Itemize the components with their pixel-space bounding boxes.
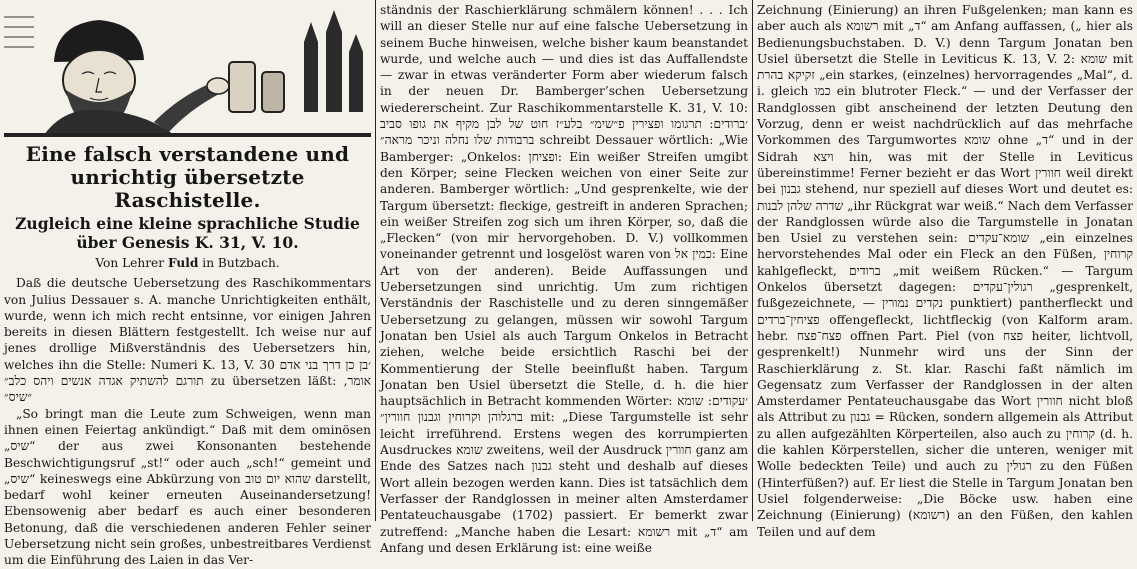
paragraph: Zeichnung (Einierung) an ihren Fußgelenken; man kann es aber auch als רשומא mit „ד“ am Anfang auffassen, („ hier als Bedienungsbuchstaben. D. V.) denn Targum Jonatan ben Usiel übersetzt die Stelle in Leviticus K. 13, V. 2: שומא mit זקיקא בהרת „ein starkes, (einzelnes) hervorragendes „Mal“, d. i. gleich כמו ein blutroter Fleck.“ — und der Verfasser der Randglossen gibt anscheinend der letzten Deutung den Vorzug, denn er weist nachdrücklich auf das mehrfache Vorkommen des Targumwortes שומא ohne „ד“ und in der Sidrah ויצא hin, was mit der Stelle in Leviticus übereinstimme! Ferner bezieht er das Wort חוורין weil direkt bei גבנון stehend, nur speziell auf dieses Wort und deutet es: שדרה שלהן לבנות „ihr Rückgrat war weiß.“ Nach dem Verfasser der Randglossen würde also die Targumstelle in Jonatan ben Usiel zu verstehen sein: שומא־עקדים „ein einzelnes hervorstehendes Mal oder ein Fleck an den Füßen, קרוחין kahlgefleckt, ברודים „mit weißem Rücken.“ — Targum Onkelos übersetzt dagegen: רגולין־עקדים „gesprenkelt, fußgezeichnete, — נקדים נמורין punktiert) pantherfleckt und פציחין־ברדים offengefleckt, lichtfleckig (von Kalform aram. hebr. פצח־פצח offnen Part. Piel (von פצח heiter, lichtvoll, gesprenkelt!) Nunmehr wird uns der Sinn der Raschierklärung z. St. klar. Raschi faßt nämlich im Gegensatz zum Verfasser der Randglossen in der alten Amsterdamer Pentateuchausgabe das Wort חוורין nicht bloß als Attribut zu גבנון = Rücken, sondern allgemein als Attribut zu allen aufgezählten Körperteilen, also auch zu קרוחין (d. h. die kahlen Körperstellen, sicher die unteren, weniger mit Wolle bedeckten Teile) und auch zu רגולין zu den Füßen (Hinterfüßen?) auf. Er liest die Stelle in Targum Jonatan ben Usiel folgenderweise: „Die Böcke usw. haben eine Zeichnung (Einierung) (רשומא) an den Füßen, den kahlen Teilen und auf dem bbox=[757, 3, 1134, 539]
article-byline bbox=[4, 255, 371, 271]
article-subheadline: Zugleich eine kleine sprachliche Studie über Genesis K. 31, V. 10. bbox=[15, 214, 360, 252]
column-1 bbox=[4, 2, 372, 568]
paragraph: Daß die deutsche Uebersetzung des Raschikommentars von Julius Dessauer s. A. manche Unrichtigkeiten enthält, wurde, wenn ich mich recht entsinne, vor einigen Jahren bereits in diesen Blättern festgestellt. Ich weise nur auf jenes drollige Mißverständnis des Uebersetzers hin, welches ihn die Stelle: Numeri K. 13, V. 30 ׳בן כן דרך בני אדם תורגם להשתיק אגדה אנשים ויהס כלב״ zu übersetzen läßt: ‚אומר ״שיס״ bbox=[4, 276, 371, 405]
column-3 bbox=[757, 2, 1134, 539]
byline-middle: in bbox=[202, 256, 215, 270]
article-headline: Eine falsch verstandene und unrichtig übersetzte Raschistelle. bbox=[25, 142, 350, 212]
byline-prefix: Von Lehrer bbox=[95, 256, 165, 270]
paragraph: ständnis der Raschierklärung schmälern können! . . . Ich will an dieser Stelle nur auf eine falsche Uebersetzung in seinem Buche hinweisen, welche bisher kaum beanstandet wurde, und welche auch — und dies ist das Auffallendste — zwar in etwas veränderter Form aber wiederum falsch in der neuen Dr. Bamberger’schen Uebersetzung wiedererscheint. Zur Raschikommentarstelle K. 31, V. 10: ׳ברודים: תרגומו ופצירין פ״שימ״ בלע״ז חוט של לבן מקיף את גופו סביב ברבודות שלו נחלה וניכר מראה״ schreibt Dessauer wörtlich: „Wie Bamberger: „Onkelos: ופציחן: Ein weißer Streifen umgibt den Körper; seine Flecken weichen von einer Seite zur anderen. Bamberger wörtlich: „Und gesprenkelte, wie der Targum übersetzt: fleckige, gestreift in anderen Sprachen; ein weißer Streifen zog sich um ihren Körper, so, daß die „Flecken“ (von mir hervorgehoben. D. V.) vollkommen voneinander getrennt und losgelöst waren von כמין אל: Eine Art von der anderen). Beide Auffassungen und Uebersetzungen sind unrichtig. Um zum richtigen Verständnis der Raschistelle und zu deren sinngemäßer Uebersetzung zu gelangen, müssen wir sowohl Targum Jonatan ben Usiel als auch Targum Onkelos in Betracht ziehen, welche beide ersichtlich Raschi bei der Kommentierung der Stelle beeinflußt haben. Targum Jonatan ben Usiel übersetzt die Stelle, d. h. die hier hauptsächlich in Betracht kommenden Wörter: ׳עקודים: שומא ברגלוהן וקרוחין וגבנון חוורין״ mit: „Diese Targumstelle ist sehr leicht irreführend. Erstens wegen des korrumpierten Ausdruckes שומא zweitens, weil der Ausdruck חוורין ganz am Ende des Satzes nach גבנון steht und deshalb auf dieses Wort allein bezogen werden kann. Dies ist tatsächlich dem Verfasser der Randglossen in meiner alten Amsterdamer Pentateuchausgabe (1702) passiert. Er bemerkt zwar zutreffend: „Manche haben die Lesart: רשומא mit „ד“ am Anfang und desen Erklärung ist: eine weiße bbox=[380, 3, 749, 555]
paragraph: „So bringt man die Leute zum Schweigen, wenn man ihnen einen Feiertag ankündigt.“ Daß mit dem ominösen „שיס“ der aus zwei Konsonanten bestehende Beschwichtigungsruf „st!“ oder auch „sch!“ gemeint und „שיס“ keineswegs eine Abkürzung von שהוא יום טוב darstellt, bedarf wohl keiner erneuten Auseinandersetzung! Ebensowenig aber bedarf es auch einer besonderen Betonung, daß die verschiedenen anderen Fehler seiner Uebersetzung nicht sein großes, unbestreitbares Verdienst um die Einführung des Laien in das Ver- bbox=[4, 406, 372, 568]
column-2 bbox=[380, 2, 749, 555]
byline-place: Butzbach. bbox=[217, 256, 280, 270]
rashi-illustration bbox=[4, 2, 371, 137]
column-rule-2 bbox=[752, 0, 753, 521]
column-rule-1 bbox=[375, 0, 376, 521]
byline-author: Fuld bbox=[167, 256, 199, 270]
